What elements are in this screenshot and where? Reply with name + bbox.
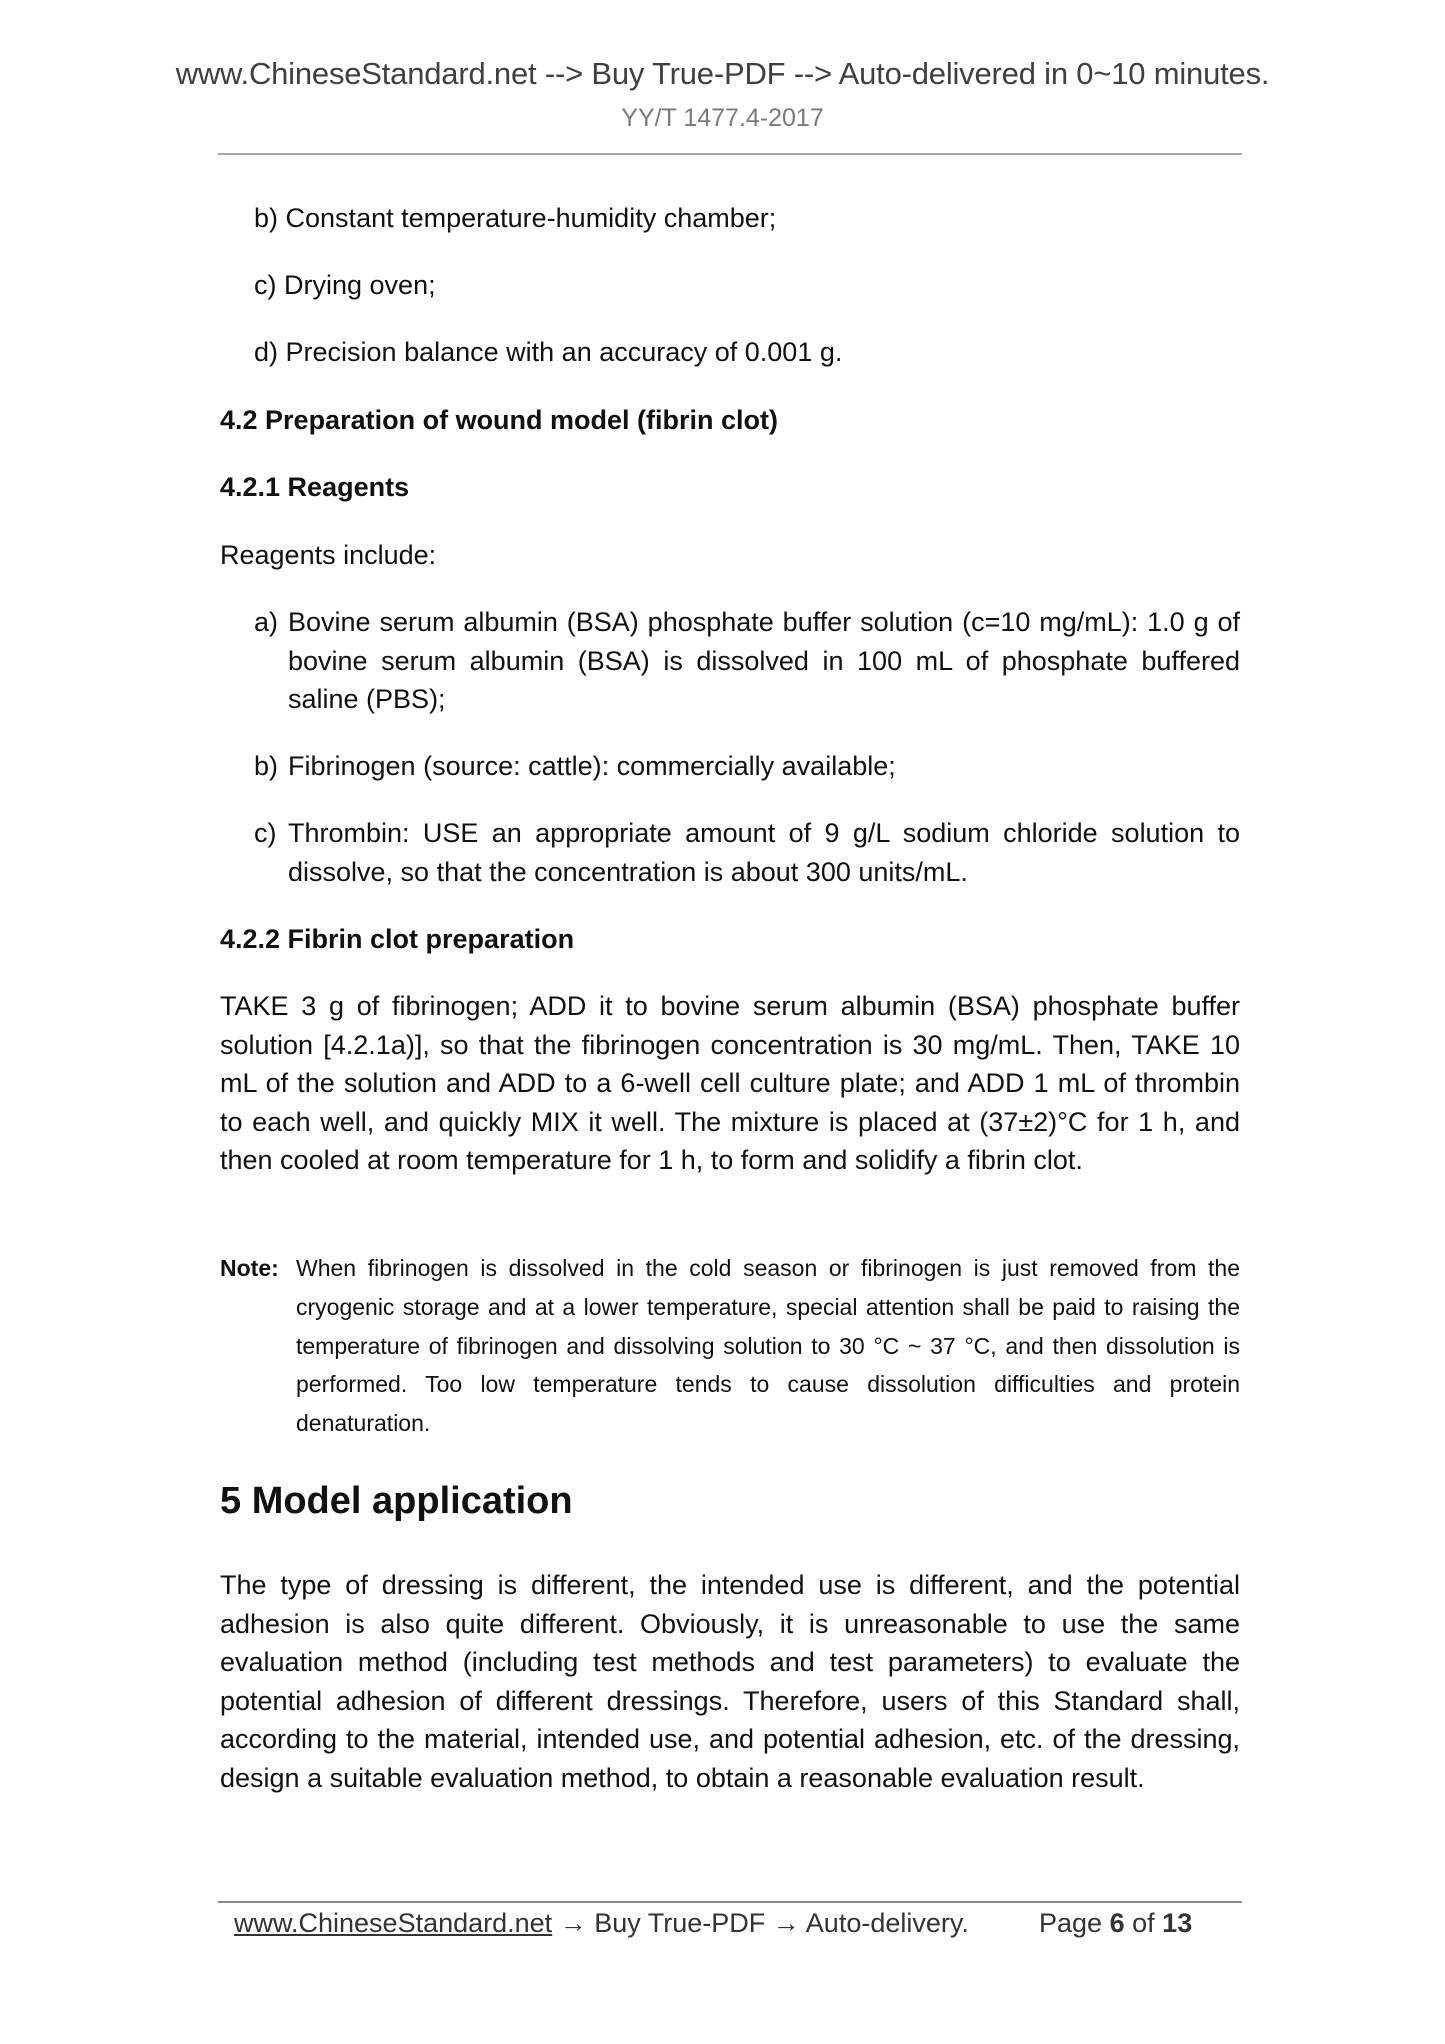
- list-label: c): [254, 270, 277, 300]
- list-label: a): [254, 607, 279, 637]
- list-text: Constant temperature-humidity chamber;: [285, 203, 777, 233]
- list-text: Bovine serum albumin (BSA) phosphate buffer solution (c=10 mg/mL): 1.0 g of bovine serum albumin (BSA) is dissolved in 100 mL of phosphate buffered saline (PBS);: [288, 607, 1240, 714]
- list-label: d): [254, 337, 279, 367]
- list-text: Drying oven;: [284, 270, 436, 300]
- section-heading-4-2-1: 4.2.1 Reagents: [220, 472, 410, 502]
- reagents-intro: Reagents include:: [220, 540, 437, 570]
- note-text: When fibrinogen is dissolved in the cold season or fibrinogen is just removed from the cryogenic storage and at a lower temperature, special attention shall be paid to raising the temperature of fibrinogen and dissolving solution to 30 °C ~ 37 °C, and then dissolution is performed. Too low temperature tends to cause dissolution difficulties and protein denaturation.: [296, 1255, 1240, 1437]
- page-footer: [234, 1908, 1193, 1939]
- equipment-item-b: [220, 199, 1240, 238]
- page-total: 13: [1162, 1908, 1193, 1938]
- header-banner: www.ChineseStandard.net --> Buy True-PDF --> Auto-delivered in 0~10 minutes.: [175, 56, 1270, 91]
- clot-preparation-body: TAKE 3 g of fibrinogen; ADD it to bovine serum albumin (BSA) phosphate buffer solution [4.2.1a)], so that the fibrinogen concentration is 30 mg/mL. Then, TAKE 10 mL of the solution and ADD to a 6-well cell culture plate; and ADD 1 mL of thrombin to each well, and quickly MIX it well. The mixture is placed at (37±2)°C for 1 h, and then cooled at room temperature for 1 h, to form and solidify a fibrin clot.: [220, 991, 1240, 1175]
- header-divider: [218, 153, 1242, 155]
- page-of: of: [1132, 1908, 1155, 1938]
- list-label: b): [254, 751, 279, 781]
- site-link[interactable]: www.ChineseStandard.net: [234, 1908, 553, 1938]
- arrow-icon: →: [772, 1908, 800, 1938]
- arrow-icon: →: [559, 1908, 587, 1938]
- list-label: b): [254, 203, 279, 233]
- section-heading-5: 5 Model application: [220, 1480, 573, 1522]
- delivery-text: Auto-delivery.: [805, 1908, 969, 1938]
- model-application-body: The type of dressing is different, the intended use is different, and the potential adhesion is also quite different. Obviously, it is unreasonable to use the same evaluation method (including test methods and test parameters) to evaluate the potential adhesion of different dressings. Therefore, users of this Standard shall, according to the material, intended use, and potential adhesion, etc. of the dressing, design a suitable evaluation method, to obtain a reasonable evaluation result.: [220, 1570, 1240, 1793]
- page-number: [1039, 1908, 1192, 1939]
- buy-text: Buy True-PDF: [594, 1908, 766, 1938]
- note-label: Note:: [220, 1255, 279, 1281]
- equipment-item-c: [220, 266, 1240, 305]
- list-label: c): [254, 818, 277, 848]
- equipment-item-d: [220, 333, 1240, 372]
- section-heading-4-2: 4.2 Preparation of wound model (fibrin clot): [220, 405, 779, 435]
- standard-id: YY/T 1477.4-2017: [621, 104, 824, 132]
- list-text: Thrombin: USE an appropriate amount of 9 g/L sodium chloride solution to dissolve, so that the concentration is about 300 units/mL.: [288, 818, 1240, 887]
- reagent-item-c: [220, 814, 1240, 891]
- list-text: Fibrinogen (source: cattle): commercially available;: [288, 751, 896, 781]
- footer-divider: [218, 1901, 1242, 1903]
- page-label: Page: [1039, 1908, 1103, 1938]
- reagent-item-b: [220, 747, 1240, 786]
- note-block: [220, 1249, 1240, 1443]
- reagent-item-a: [220, 603, 1240, 719]
- list-text: Precision balance with an accuracy of 0.001 g.: [285, 337, 843, 367]
- section-heading-4-2-2: 4.2.2 Fibrin clot preparation: [220, 924, 575, 954]
- page-current: 6: [1109, 1908, 1125, 1938]
